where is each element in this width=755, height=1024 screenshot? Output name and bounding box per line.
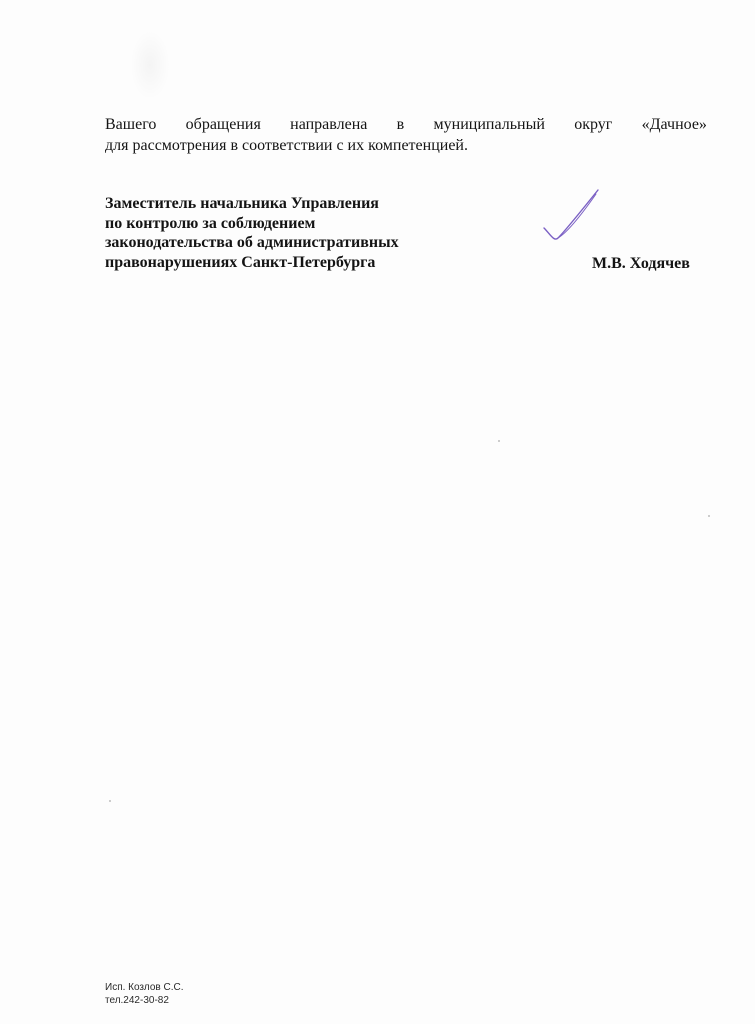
scan-speck — [109, 800, 111, 802]
executor-footer — [105, 981, 184, 1007]
body-word: направлена — [290, 116, 368, 133]
signatory-title-line: законодательства об административных — [105, 234, 399, 251]
body-word: «Дачное» — [641, 116, 707, 133]
signatory-title-line: по контролю за соблюдением — [105, 214, 316, 232]
signatory-title-line: правонарушениях Санкт-Петербурга — [105, 253, 376, 271]
scan-artifact — [130, 30, 170, 100]
scan-speck — [498, 440, 500, 442]
body-word: муниципальный — [433, 116, 545, 133]
signer-name: М.В. Ходячев — [592, 255, 690, 272]
letter-body — [105, 114, 707, 156]
signature-stroke — [544, 190, 598, 239]
scan-speck — [708, 515, 710, 517]
body-word: обращения — [185, 116, 261, 133]
signatory-title — [105, 194, 399, 272]
body-word: в — [396, 116, 405, 133]
body-line-2: для рассмотрения в соответствии с их компетенцией. — [105, 137, 468, 154]
body-word: Вашего — [105, 116, 157, 133]
signatory-title-line: Заместитель начальника Управления — [105, 195, 379, 212]
body-word: округ — [574, 116, 613, 133]
handwritten-signature-icon — [538, 186, 604, 248]
body-line-1 — [105, 114, 707, 135]
executor-phone: тел.242-30-82 — [105, 995, 169, 1006]
executor-name: Исп. Козлов С.С. — [105, 982, 184, 993]
